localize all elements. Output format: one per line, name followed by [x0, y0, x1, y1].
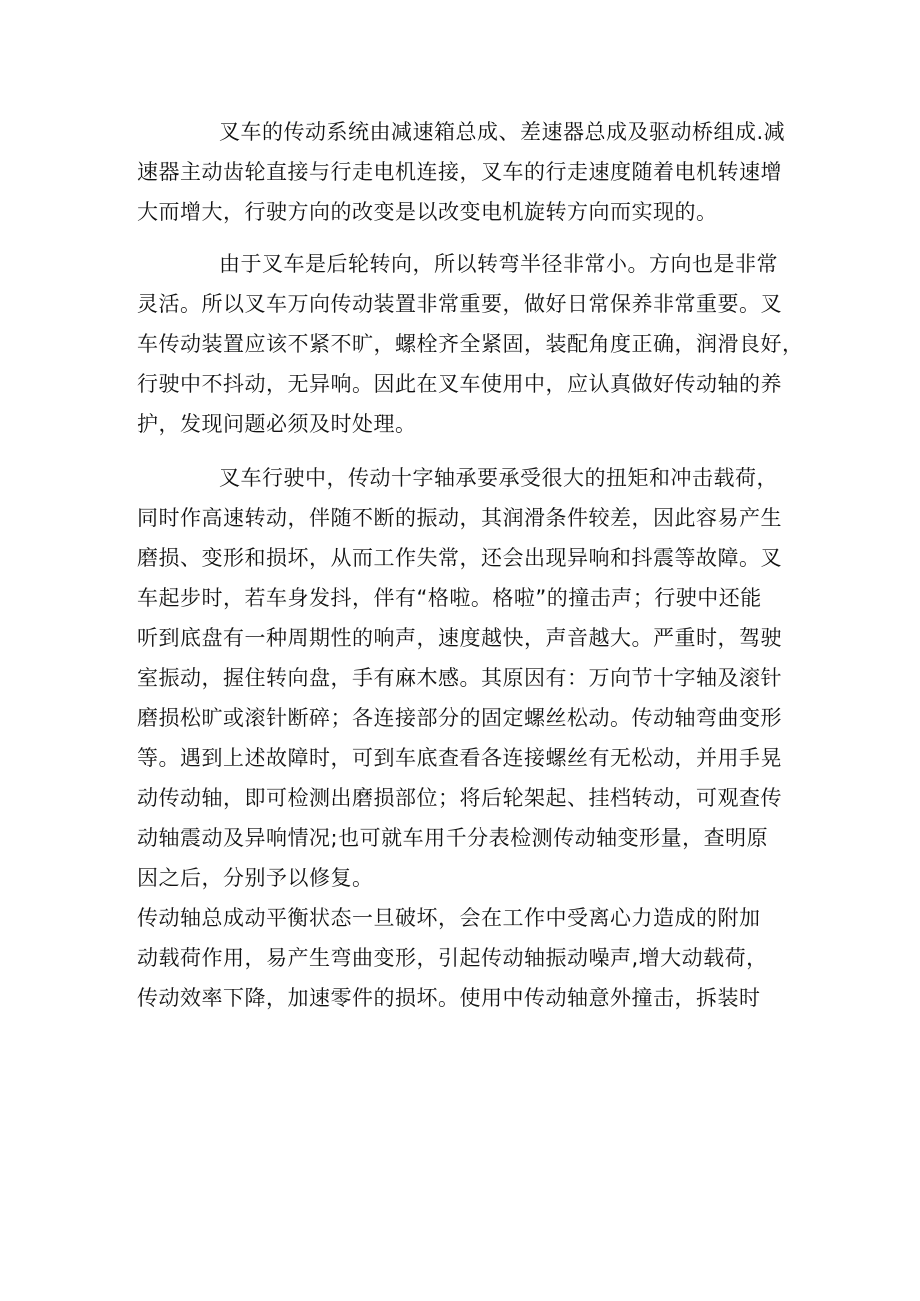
paragraph-line: 室振动，握住转向盘，手有麻木感。其原因有：万向节十字轴及滚针	[137, 666, 782, 690]
paragraph-line: 磨损、变形和损坏，从而工作失常，还会出现异响和抖震等故障。叉	[137, 546, 782, 570]
paragraph-line: 动轴震动及异响情况;也可就车用千分表检测传动轴变形量，查明原	[137, 826, 769, 850]
paragraph-line: 速器主动齿轮直接与行走电机连接，叉车的行走速度随着电机转速增	[137, 160, 782, 184]
paragraph-line: 动传动轴，即可检测出磨损部位；将后轮架起、挂档转动，可观查传	[137, 786, 782, 810]
paragraph-line: 车传动装置应该不紧不旷，螺栓齐全紧固，装配角度正确，润滑良好，	[137, 332, 804, 356]
document-body	[137, 112, 804, 1018]
paragraph-line: 等。遇到上述故障时，可到车底查看各连接螺丝有无松动，并用手晃	[137, 746, 782, 770]
paragraph-line: 行驶中不抖动，无异响。因此在叉车使用中，应认真做好传动轴的养	[137, 372, 782, 396]
paragraph-line: 传动轴总成动平衡状态一旦破坏，会在工作中受离心力造成的附加	[137, 906, 761, 930]
paragraph-line: 叉车行驶中，传动十字轴承要承受很大的扭矩和冲击载荷，	[219, 466, 778, 490]
paragraph-line: 叉车的传动系统由减速箱总成、差速器总成及驱动桥组成.减	[219, 120, 786, 144]
paragraph-gap	[137, 444, 787, 458]
paragraph-1	[137, 112, 787, 232]
paragraph-line: 大而增大，行驶方向的改变是以改变电机旋转方向而实现的。	[137, 200, 718, 224]
paragraph-line: 车起步时，若车身发抖，伴有“格啦。格啦”的撞击声；行驶中还能	[137, 586, 762, 610]
paragraph-line: 同时作高速转动，伴随不断的振动，其润滑条件较差，因此容易产生	[137, 506, 782, 530]
paragraph-line: 传动效率下降，加速零件的损坏。使用中传动轴意外撞击，拆装时	[137, 986, 761, 1010]
paragraph-line: 护，发现问题必须及时处理。	[137, 412, 417, 436]
paragraph-line: 由于叉车是后轮转向，所以转弯半径非常小。方向也是非常	[219, 252, 778, 276]
paragraph-line: 磨损松旷或滚针断碎；各连接部分的固定螺丝松动。传动轴弯曲变形	[137, 706, 782, 730]
paragraph-2	[137, 244, 804, 444]
paragraph-3	[137, 458, 787, 898]
paragraph-line: 动载荷作用，易产生弯曲变形，引起传动轴振动噪声,增大动载荷，	[137, 946, 768, 970]
paragraph-line: 听到底盘有一种周期性的响声，速度越快，声音越大。严重时，驾驶	[137, 626, 782, 650]
paragraph-line: 灵活。所以叉车万向传动装置非常重要，做好日常保养非常重要。叉	[137, 292, 782, 316]
paragraph-gap	[137, 232, 787, 244]
paragraph-4	[137, 898, 787, 1018]
paragraph-line: 因之后，分别予以修复。	[137, 866, 374, 890]
